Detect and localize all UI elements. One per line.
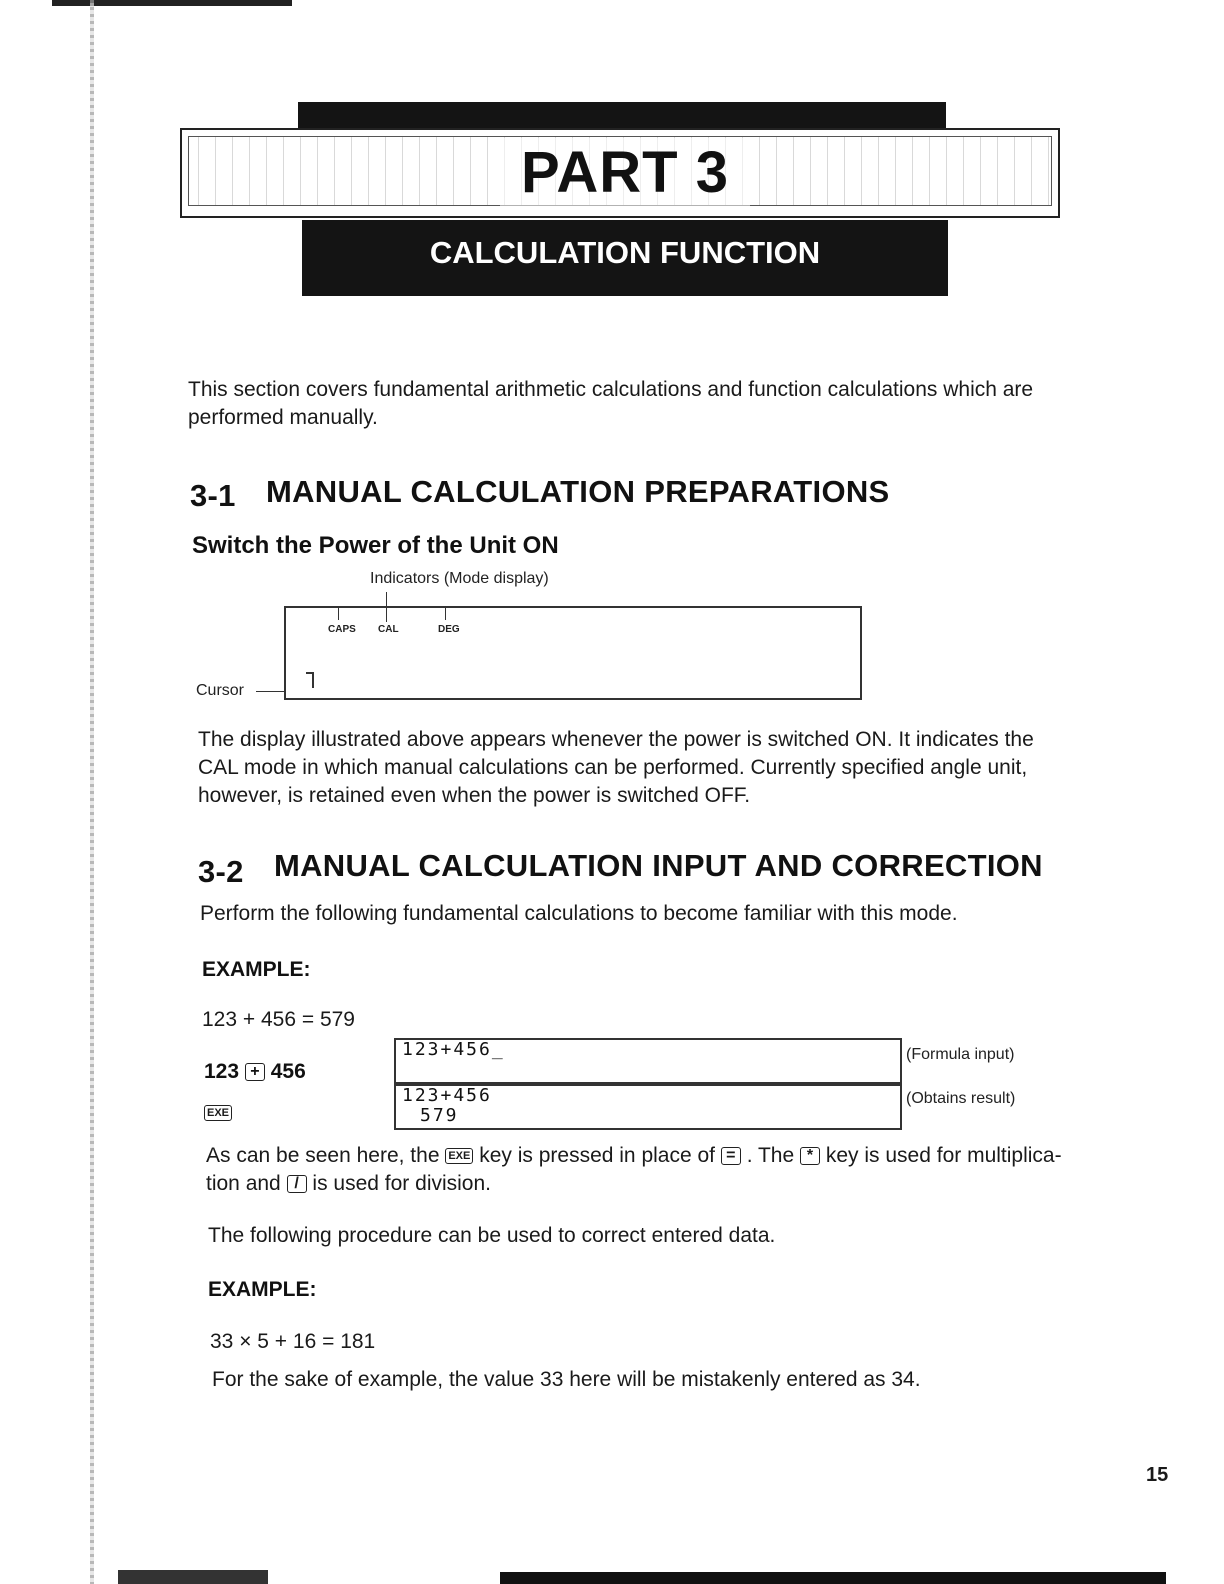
correction-paragraph: The following procedure can be used to correct entered data.	[208, 1224, 776, 1247]
example-1-formula: 123 + 456 = 579	[202, 1008, 355, 1031]
formula-input-note: (Formula input)	[906, 1046, 1015, 1063]
section-2-heading: MANUAL CALCULATION INPUT AND CORRECTION	[274, 848, 1043, 883]
keys-paragraph	[206, 1142, 1096, 1198]
section-1-heading: MANUAL CALCULATION PREPARATIONS	[266, 474, 890, 509]
indicator-caps: CAPS	[328, 624, 356, 635]
example-1-step-2	[204, 1104, 232, 1122]
obtains-result-note: (Obtains result)	[906, 1090, 1016, 1107]
operand-123: 123	[204, 1060, 240, 1083]
calc-display-formula	[394, 1038, 902, 1084]
indicator-cal: CAL	[378, 624, 399, 635]
scan-edge-left	[90, 0, 94, 1584]
scan-edge-bottom-left	[118, 1556, 268, 1584]
scan-edge-top	[52, 0, 292, 6]
display-2-line-2: 579	[420, 1105, 459, 1126]
keys-text-4: key is used for multiplica-	[825, 1144, 1062, 1167]
equals-key-icon: =	[721, 1147, 741, 1165]
example-2-label: EXAMPLE:	[208, 1278, 317, 1301]
multiply-key-icon: *	[800, 1147, 820, 1165]
page-number: 15	[1146, 1464, 1169, 1486]
section-2-paragraph: Perform the following fundamental calculations to become familiar with this mode.	[200, 902, 958, 925]
keys-text-1: As can be seen here, the	[206, 1144, 440, 1167]
section-1-subheading: Switch the Power of the Unit ON	[192, 532, 559, 559]
cursor-pointer	[256, 691, 286, 692]
exe-key-icon: EXE	[204, 1105, 232, 1121]
cursor-icon	[306, 672, 314, 688]
indicators-label: Indicators (Mode display)	[370, 570, 549, 587]
operand-456: 456	[270, 1060, 306, 1083]
keys-text-5: tion and	[206, 1172, 281, 1195]
plus-key-icon: +	[245, 1063, 265, 1081]
display-1-line-1: 123+456_	[402, 1039, 505, 1060]
section-1-paragraph: The display illustrated above appears whenever the power is switched ON. It indicates the CAL mode in which manual calculations can be performed. Currently specified angle unit, however, is retained even when the power is switched OFF.	[198, 728, 1034, 807]
calc-display-result	[394, 1084, 902, 1130]
example-2-note: For the sake of example, the value 33 here will be mistakenly entered as 34.	[212, 1368, 921, 1391]
section-1-number: 3-1	[190, 478, 236, 513]
exe-key-icon: EXE	[445, 1148, 473, 1164]
indicator-deg: DEG	[438, 624, 460, 635]
intro-paragraph: This section covers fundamental arithmetic calculations and function calculations which are performed manually.	[188, 378, 1034, 429]
chapter-subtitle: CALCULATION FUNCTION	[429, 235, 821, 270]
lcd-display	[284, 606, 862, 700]
example-2-formula: 33 × 5 + 16 = 181	[210, 1330, 376, 1353]
section-2-number: 3-2	[198, 854, 244, 889]
divide-key-icon: /	[287, 1175, 307, 1193]
example-1-step-1	[204, 1060, 306, 1084]
example-1-label: EXAMPLE:	[202, 958, 311, 981]
display-2-line-1: 123+456	[402, 1085, 492, 1106]
keys-text-3: . The	[746, 1144, 795, 1167]
cursor-label: Cursor	[196, 682, 245, 699]
part-title: PART 3	[500, 138, 750, 208]
scan-edge-bottom	[500, 1572, 1166, 1584]
indicator-bracket	[338, 606, 446, 620]
keys-text-2: key is pressed in place of	[479, 1144, 715, 1167]
keys-text-6: is used for division.	[312, 1172, 492, 1195]
